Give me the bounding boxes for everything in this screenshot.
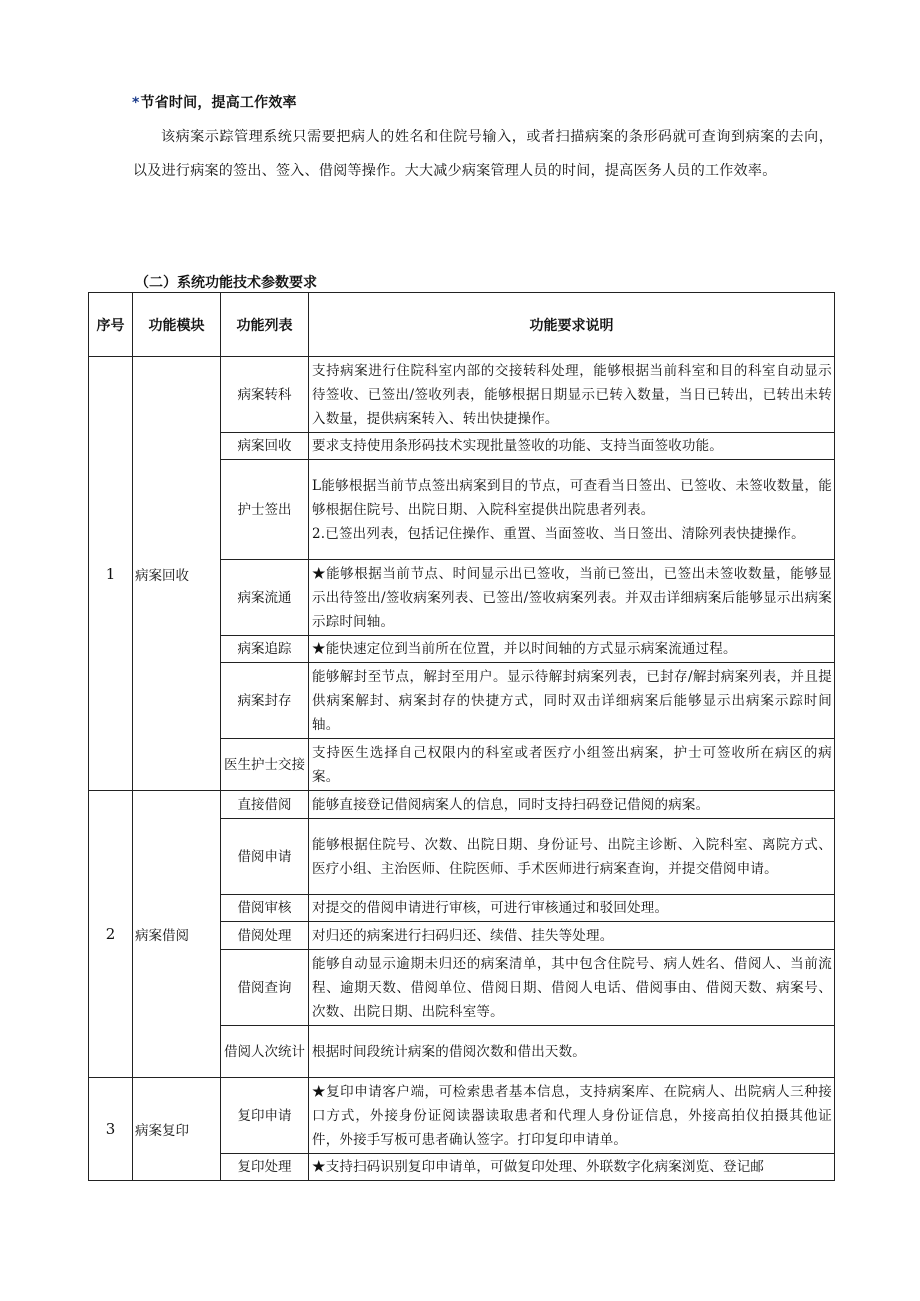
desc-cell	[309, 433, 835, 460]
desc-line: ★能够根据当前节点、时间显示出已签收，当前已签出，已签出未签收数量，能够显示出待签出/签收病案列表、已签出/签收病案列表。并双击详细病案后能够显示出病案示踪时间轴。	[312, 565, 832, 630]
desc-cell	[309, 1154, 835, 1181]
desc-line: 2.已签出列表，包括记住操作、重置、当面签收、当日签出、清除列表快捷操作。	[312, 525, 805, 542]
desc-cell	[309, 819, 835, 895]
header-seq: 序号	[89, 293, 133, 357]
group-seq: 1	[89, 357, 133, 791]
func-cell: 借阅审核	[221, 895, 309, 922]
desc-line: 对归还的病案进行扫码归还、续借、挂失等处理。	[312, 927, 614, 944]
bullet-star: *	[132, 95, 140, 111]
group-module: 病案回收	[133, 357, 221, 791]
group-seq: 3	[89, 1078, 133, 1181]
desc-cell	[309, 950, 835, 1026]
group-seq: 2	[89, 791, 133, 1078]
func-cell: 病案回收	[221, 433, 309, 460]
desc-cell	[309, 636, 835, 663]
desc-line: L能够根据当前节点签出病案到目的节点，可查看当日签出、已签收、未签收数量，能够根据住院号、出院日期、入院科室提供出院患者列表。	[312, 477, 832, 518]
func-cell: 直接借阅	[221, 791, 309, 819]
func-cell: 复印处理	[221, 1154, 309, 1181]
func-cell: 借阅查询	[221, 950, 309, 1026]
desc-line: 能够自动显示逾期未归还的病案清单，其中包含住院号、病人姓名、借阅人、当前流程、逾期天数、借阅单位、借阅日期、借阅人电话、借阅事由、借阅天数、病案号、次数、出院日期、出院科室等。	[312, 955, 832, 1020]
func-cell: 医生护士交接	[221, 739, 309, 791]
func-cell: 病案追踪	[221, 636, 309, 663]
desc-cell	[309, 922, 835, 950]
desc-cell	[309, 1078, 835, 1154]
desc-line: 要求支持使用条形码技术实现批量签收的功能、支持当面签收功能。	[312, 438, 723, 454]
func-cell: 借阅申请	[221, 819, 309, 895]
func-cell: 护士签出	[221, 460, 309, 560]
section-title: （二）系统功能技术参数要求	[135, 275, 317, 291]
desc-line: ★复印申请客户端，可检索患者基本信息，支持病案库、在院病人、出院病人三种接口方式，外接身份证阅读器读取患者和代理人身份证信息，外接高拍仪拍摄其他证件，外接手写板可患者确认签字。打印复印申请单。	[312, 1083, 832, 1148]
func-cell: 病案封存	[221, 663, 309, 739]
desc-cell	[309, 1026, 835, 1078]
efficiency-heading	[132, 92, 297, 112]
func-cell: 借阅处理	[221, 922, 309, 950]
func-cell: 借阅人次统计	[221, 1026, 309, 1078]
table-row	[89, 357, 835, 433]
desc-line: 能够解封至节点，解封至用户。显示待解封病案列表，已封存/解封病案列表，并且提供病案解封、病案封存的快捷方式，同时双击详细病案后能够显示出病案示踪时间轴。	[312, 668, 832, 733]
desc-cell	[309, 560, 835, 636]
desc-cell	[309, 791, 835, 819]
func-cell: 复印申请	[221, 1078, 309, 1154]
desc-line: 支持医生选择自己权限内的科室或者医疗小组签出病案，护士可签收所在病区的病案。	[312, 744, 832, 785]
desc-cell	[309, 739, 835, 791]
func-cell: 病案转科	[221, 357, 309, 433]
table-row	[89, 1078, 835, 1154]
desc-cell	[309, 460, 835, 560]
desc-line: 能够直接登记借阅病案人的信息，同时支持扫码登记借阅的病案。	[312, 796, 710, 813]
spec-table	[88, 292, 835, 1181]
header-desc: 功能要求说明	[309, 293, 835, 357]
header-module: 功能模块	[133, 293, 221, 357]
header-func: 功能列表	[221, 293, 309, 357]
table-header-row	[89, 293, 835, 357]
table-row	[89, 791, 835, 819]
group-module: 病案借阅	[133, 791, 221, 1078]
efficiency-heading-text: 节省时间，提高工作效率	[140, 95, 297, 111]
desc-cell	[309, 895, 835, 922]
group-module: 病案复印	[133, 1078, 221, 1181]
efficiency-paragraph: 该病案示踪管理系统只需要把病人的姓名和住院号输入，或者扫描病案的条形码就可查询到病案的去向，以及进行病案的签出、签入、借阅等操作。大大减少病案管理人员的时间，提高医务人员的工作效率。	[133, 129, 833, 179]
desc-line: 能够根据住院号、次数、出院日期、身份证号、出院主诊断、入院科室、离院方式、医疗小组、主治医师、住院医师、手术医师进行病案查询，并提交借阅申请。	[312, 836, 832, 877]
desc-cell	[309, 663, 835, 739]
desc-line: ★能快速定位到当前所在位置，并以时间轴的方式显示病案流通过程。	[312, 641, 737, 657]
desc-cell	[309, 357, 835, 433]
desc-line: ★支持扫码识别复印申请单，可做复印处理、外联数字化病案浏览、登记邮	[312, 1159, 765, 1175]
desc-line: 根据时间段统计病案的借阅次数和借出天数。	[312, 1043, 586, 1060]
desc-line: 对提交的借阅申请进行审核，可进行审核通过和驳回处理。	[312, 900, 669, 916]
func-cell: 病案流通	[221, 560, 309, 636]
desc-line: 支持病案进行住院科室内部的交接转科处理，能够根据当前科室和目的科室自动显示待签收、已签出/签收列表，能够根据日期显示已转入数量，当日已转出，已转出未转入数量，提供病案转入、转出快捷操作。	[312, 362, 832, 427]
